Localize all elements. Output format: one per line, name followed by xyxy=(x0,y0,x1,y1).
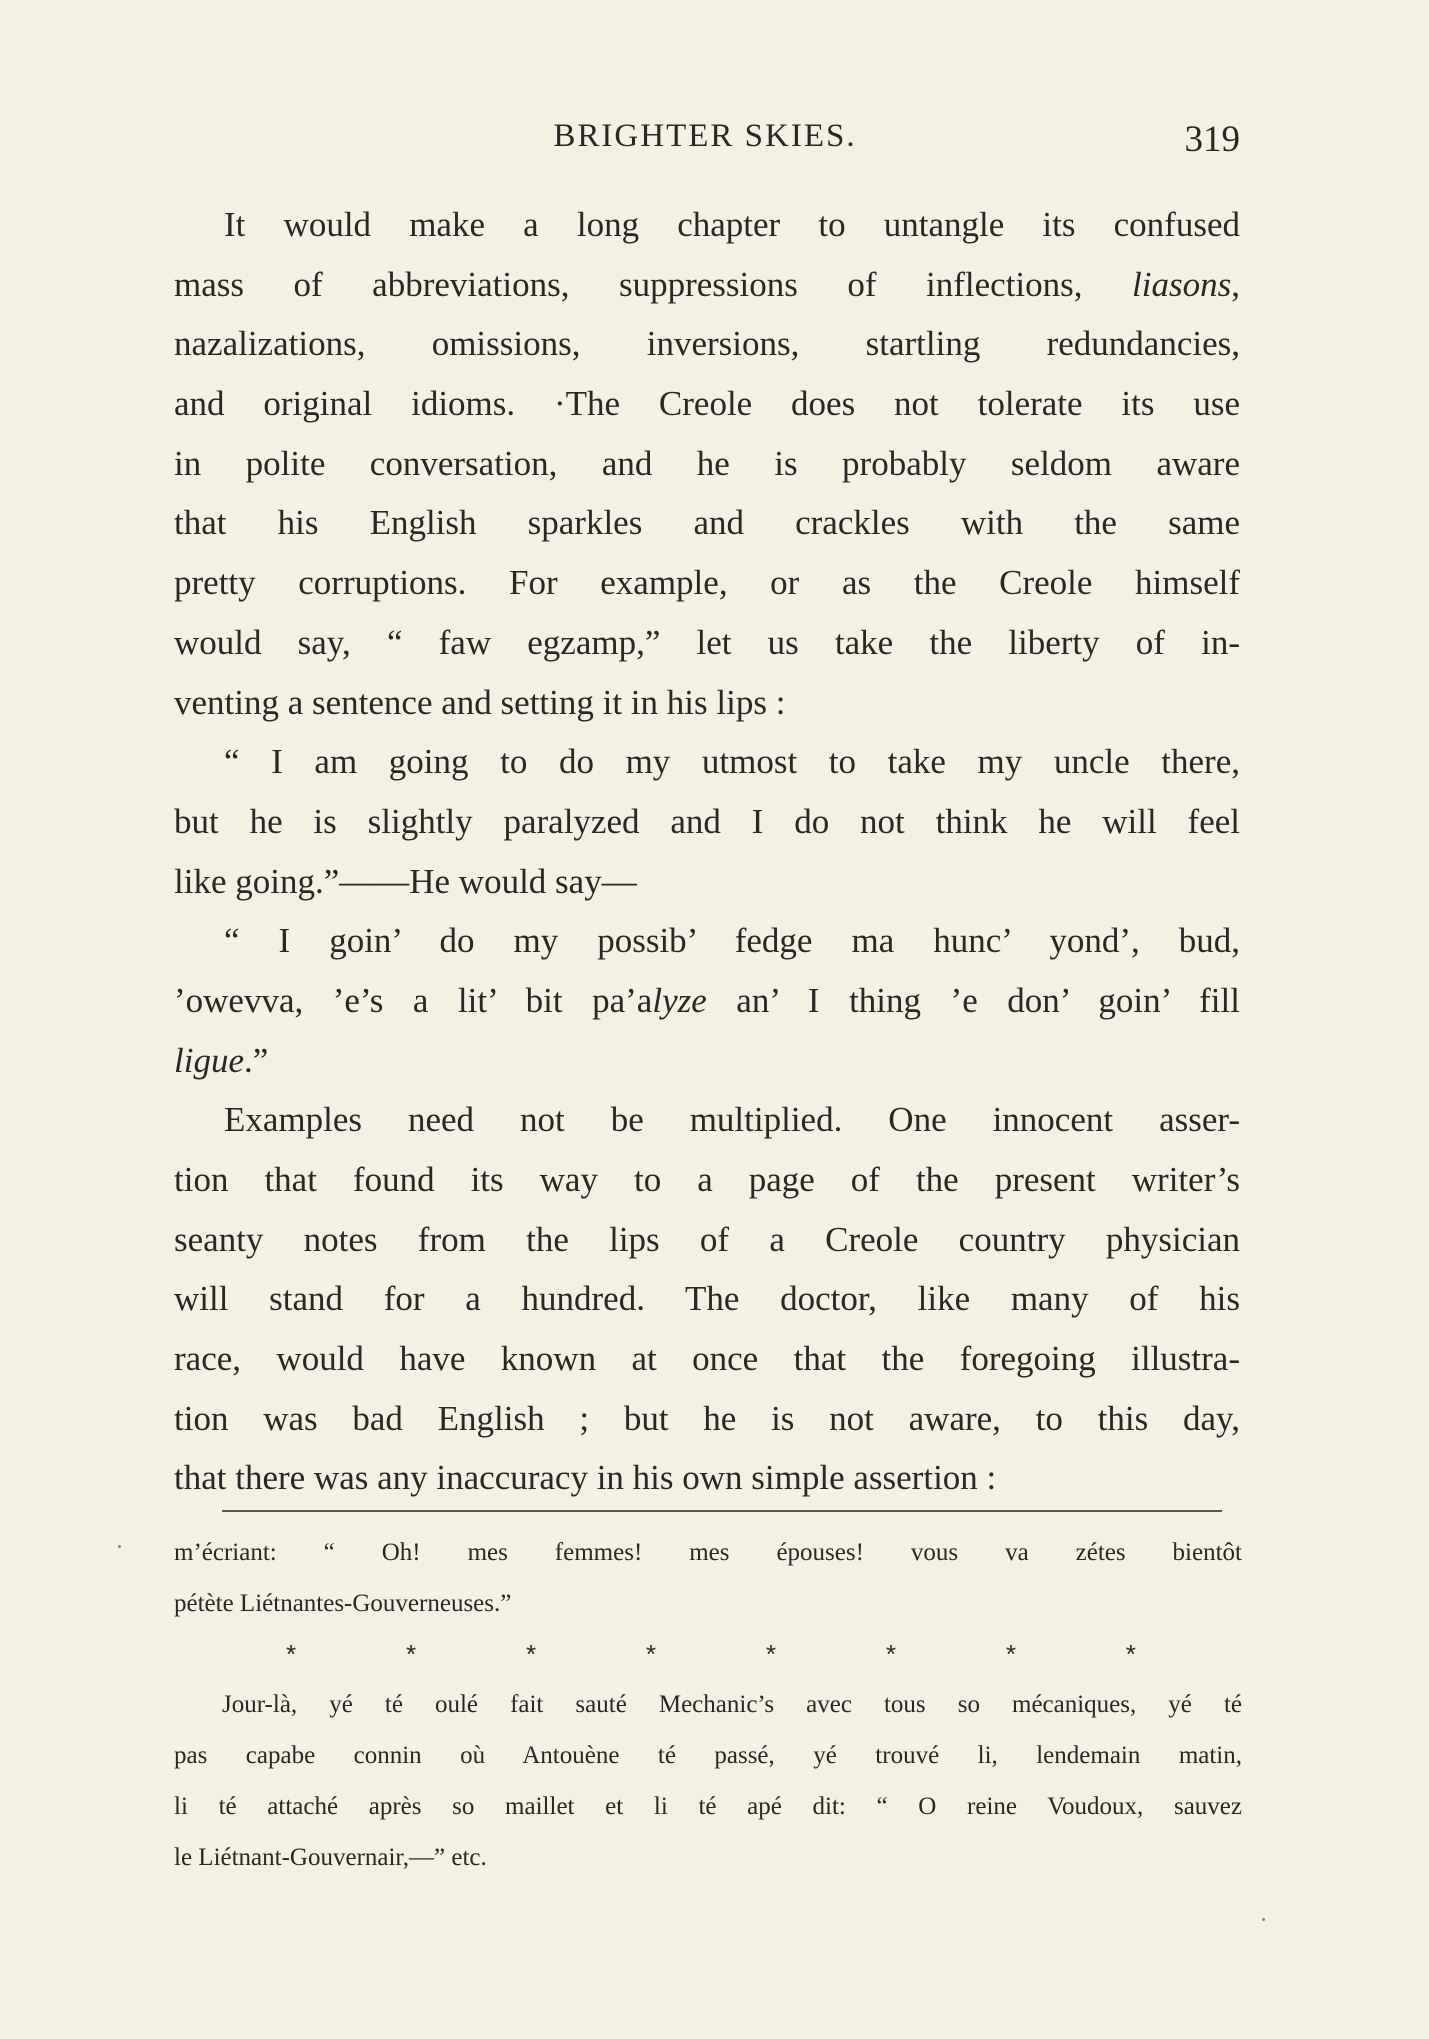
footnote-line: le Liétnant-Gouvernair,—” etc. xyxy=(174,1844,487,1871)
text-line: will stand for a hundred. The doctor, like many of his xyxy=(174,1279,1240,1319)
text-line: “ I am going to do my utmost to take my uncle there, xyxy=(224,742,1240,782)
text-line: and original idioms. ·The Creole does not tolerate its use xyxy=(174,384,1240,424)
text-run: ’owevva, ’e’s a lit’ bit pa’a xyxy=(174,980,653,1020)
text-line xyxy=(174,1031,1240,1091)
italic-run: liasons xyxy=(1132,264,1232,304)
asterisk: * xyxy=(765,1639,776,1669)
text-line: pretty corruptions. For example, or as the Creole himself xyxy=(174,563,1240,603)
italic-run: ligue xyxy=(174,1040,244,1080)
text-line: that there was any inaccuracy in his own simple assertion : xyxy=(174,1458,997,1498)
asterisk: * xyxy=(525,1639,537,1669)
text-line xyxy=(174,971,1240,1031)
text-run: an’ I thing ’e don’ goin’ fill xyxy=(706,980,1240,1020)
page-number: 319 xyxy=(1184,119,1240,160)
text-run: .” xyxy=(243,1040,269,1080)
paper-speck xyxy=(118,1545,121,1548)
running-head xyxy=(170,118,1240,168)
text-line: seanty notes from the lips of a Creole country physician xyxy=(174,1219,1240,1259)
asterisk: * xyxy=(405,1639,417,1669)
asterisk: * xyxy=(1005,1639,1016,1669)
text-line: that his English sparkles and crackles with the same xyxy=(174,503,1240,543)
text-line: “ I goin’ do my possib’ fedge ma hunc’ yond’, bud, xyxy=(224,921,1240,961)
asterisk: * xyxy=(286,1639,297,1669)
footnote-rule xyxy=(222,1510,1222,1512)
text-line: nazalizations, omissions, inversions, startling redundancies, xyxy=(174,324,1240,364)
footnote-line: m’écriant: “ Oh! mes femmes! mes épouses! vous va zétes bientôt xyxy=(174,1539,1242,1566)
asterisk: * xyxy=(1125,1639,1136,1669)
footnote-line: pas capabe connin où Antouène té passé, yé trouvé li, lendemain matin, xyxy=(174,1742,1242,1769)
footnote-line: li té attaché après so maillet et li té apé dit: “ O reine Voudoux, sauvez xyxy=(174,1793,1242,1820)
footnote-line: pétète Liétnantes-Gouverneuses.” xyxy=(174,1590,512,1617)
text-line: tion that found its way to a page of the present writer’s xyxy=(174,1160,1240,1199)
asterisk: * xyxy=(645,1639,657,1669)
asterisk: * xyxy=(885,1639,896,1669)
footnotes xyxy=(174,1527,1242,1883)
text-line: venting a sentence and setting it in his lips : xyxy=(174,682,786,722)
text-line: in polite conversation, and he is probably seldom aware xyxy=(174,443,1240,483)
asterisk-separator xyxy=(174,1629,1136,1679)
body-text xyxy=(174,195,1240,1508)
italic-run: lyze xyxy=(652,980,707,1020)
paper-speck xyxy=(1262,1918,1265,1921)
text-run: , xyxy=(1231,264,1240,304)
text-line: would say, “ faw egzamp,” let us take the liberty of in- xyxy=(174,622,1240,662)
text-line: but he is slightly paralyzed and I do not think he will feel xyxy=(174,801,1240,841)
text-line xyxy=(174,255,1240,315)
text-line: Examples need not be multiplied. One innocent asser- xyxy=(224,1100,1240,1140)
text-line: tion was bad English ; but he is not aware, to this day, xyxy=(174,1398,1240,1438)
running-title: BRIGHTER SKIES. xyxy=(553,118,857,154)
text-line: race, would have known at once that the foregoing illustra- xyxy=(174,1339,1240,1379)
footnote-continuation xyxy=(174,1527,1242,1629)
text-line: It would make a long chapter to untangle its confused xyxy=(224,205,1240,244)
text-run: mass of abbreviations, suppressions of inflections, xyxy=(174,264,1133,304)
text-line: like going.”——He would say— xyxy=(174,861,637,901)
footnote-paragraph xyxy=(174,1679,1242,1883)
footnote-line: Jour-là, yé té oulé fait sauté Mechanic’s avec tous so mécaniques, yé té xyxy=(222,1691,1242,1718)
